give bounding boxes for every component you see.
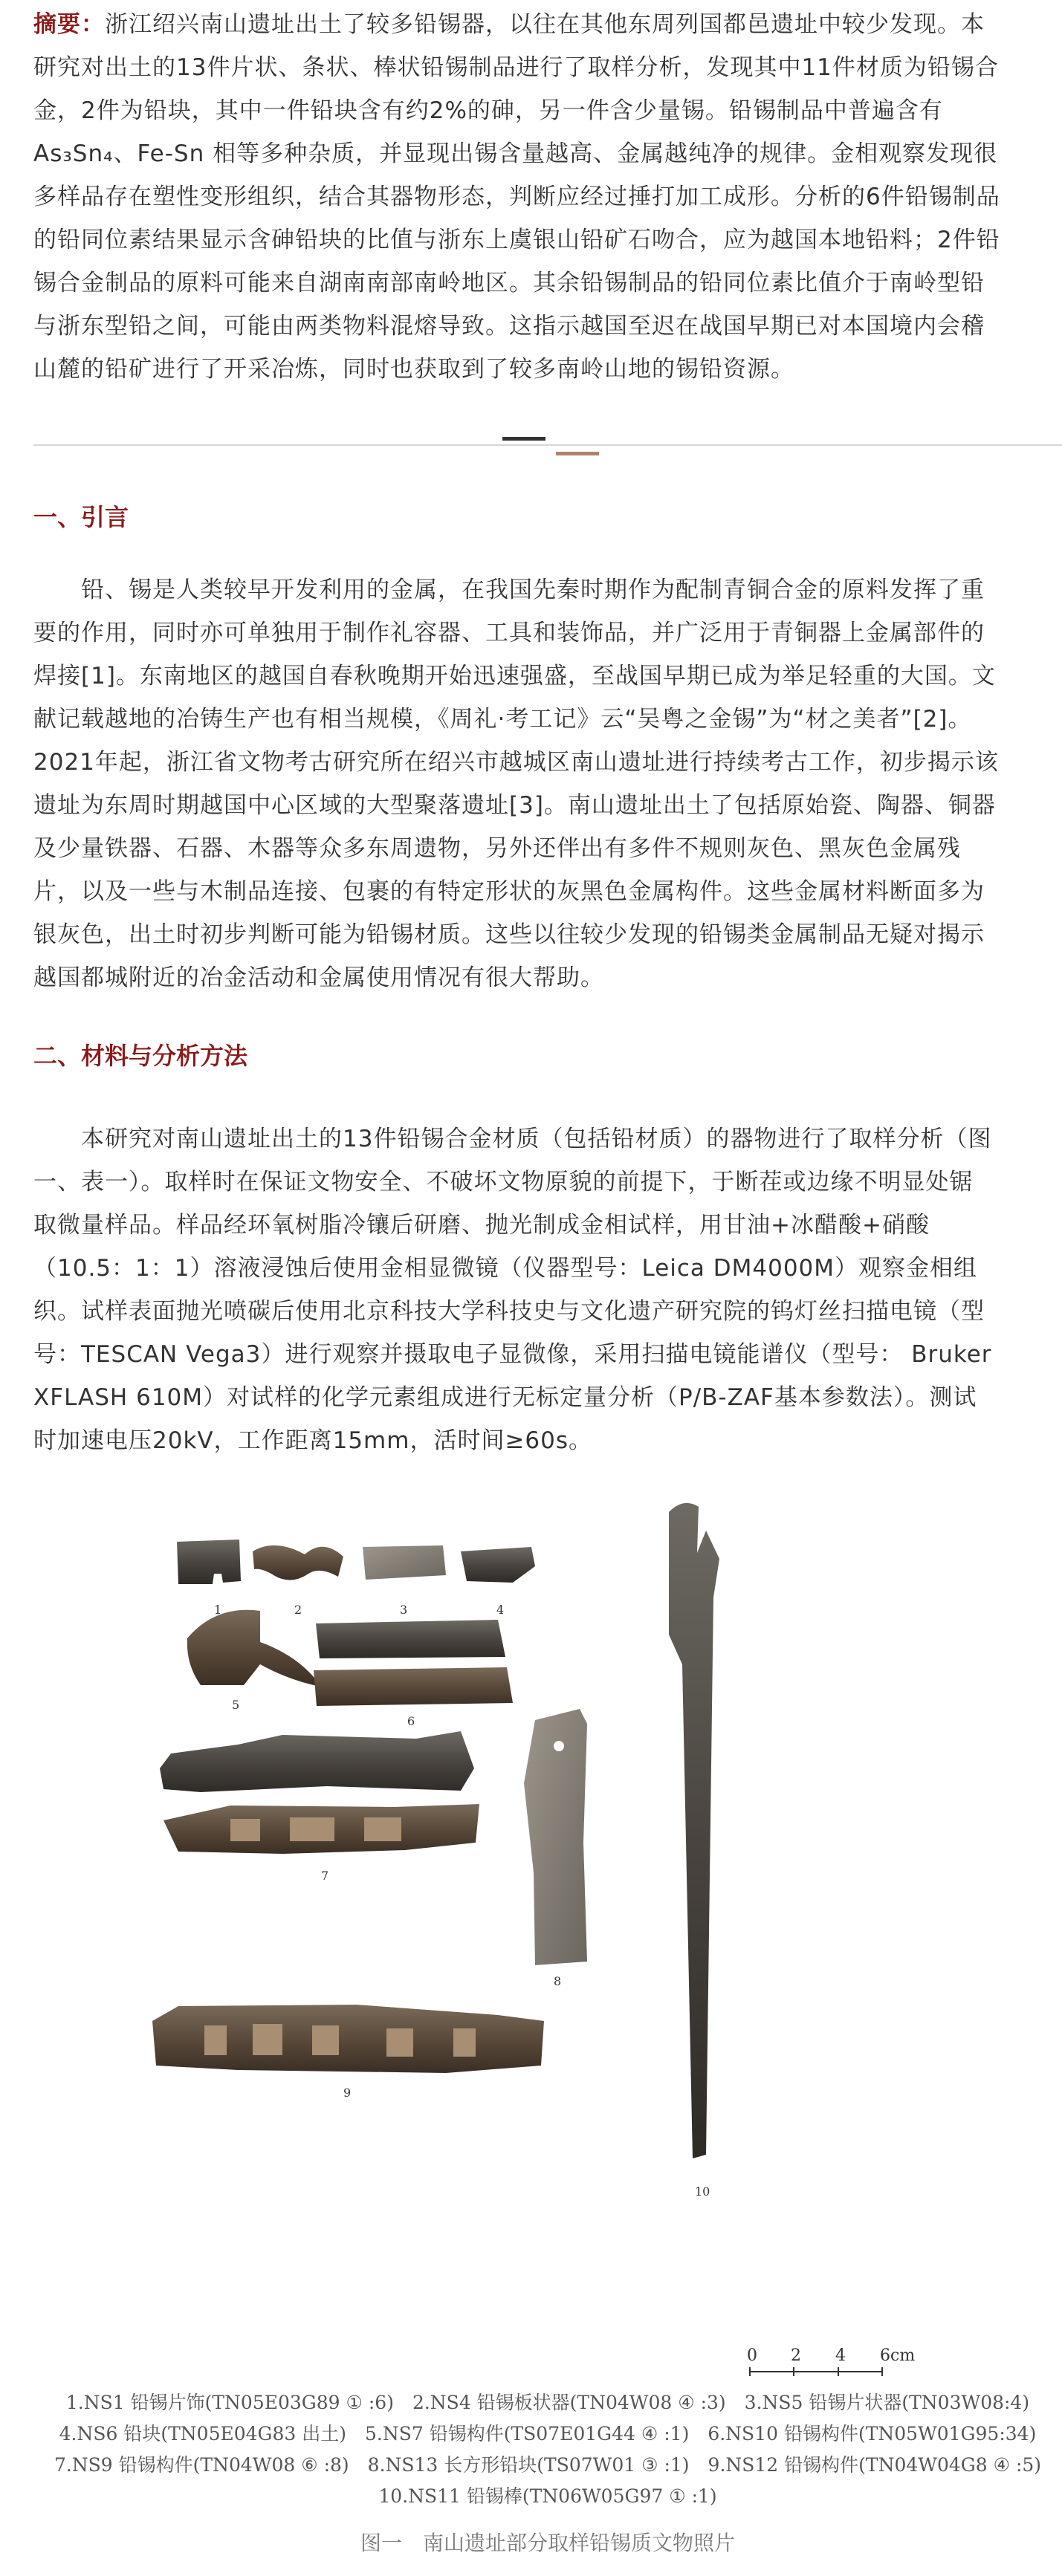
item-number-1: 1 xyxy=(214,1603,222,1617)
abstract-line: 的铅同位素结果显示含砷铅块的比值与浙东上虞银山铅矿石吻合，应为越国本地铅料；2件铅 xyxy=(33,227,1000,253)
item-number-6: 6 xyxy=(407,1714,415,1728)
body-line: 越国都城附近的冶金活动和金属使用情况有很大帮助。 xyxy=(33,964,604,991)
body-line: 本研究对南山遗址出土的13件铅锡合金材质（包括铅材质）的器物进行了取样分析（图 xyxy=(33,1126,992,1152)
artifact-photo xyxy=(149,1486,936,2363)
body-line: 片，以及一些与木制品连接、包裹的有特定形状的灰黑色金属构件。这些金属材料断面多为 xyxy=(33,878,985,905)
artifact-9-cavity xyxy=(453,2028,476,2057)
artifact-9-cavity xyxy=(386,2028,413,2057)
body-line: 取微量样品。样品经环氧树脂冷镶后研磨、抛光制成金相试样，用甘油+冰醋酸+硝酸 xyxy=(33,1212,930,1239)
item-number-10: 10 xyxy=(695,2184,710,2199)
artifact-7-cavity xyxy=(364,1817,401,1841)
artifact-7-cavity xyxy=(230,1819,260,1841)
body-line: （10.5：1：1）溶液浸蚀后使用金相显微镜（仪器型号：Leica DM4000M）观察金相组 xyxy=(33,1255,978,1282)
body-line: 号：TESCAN Vega3）进行观察并摄取电子显微像，采用扫描电镜能谱仪（型号： Bruker xyxy=(33,1341,992,1368)
artifact-6-bottom xyxy=(314,1667,513,1706)
body-line: 织。试样表面抛光喷碳后使用北京科技大学科技史与文化遗产研究院的钨灯丝扫描电镜（型 xyxy=(33,1298,985,1325)
abstract-line: 山麓的铅矿进行了开采冶炼，同时也获取到了较多南岭山地的锡铅资源。 xyxy=(33,356,794,383)
body-line: 遗址为东周时期越国中心区域的大型聚落遗址[3]。南山遗址出土了包括原始瓷、陶器、铜器 xyxy=(33,792,996,819)
body-line: 及少量铁器、石器、木器等众多东周遗物，另外还伴出有多件不规则灰色、黑灰色金属残 xyxy=(33,835,961,862)
item-number-7: 7 xyxy=(321,1869,329,1883)
artifact-7-top xyxy=(160,1731,474,1792)
scale-bar xyxy=(743,2346,966,2384)
figure-caption xyxy=(33,2387,1062,2512)
scale-label: 0 xyxy=(747,2346,757,2365)
abstract-line: As₃Sn₄、Fe-Sn 相等多种杂质，并显现出锡含量越高、金属越纯净的规律。金相观察发现很 xyxy=(33,140,998,167)
section-body-methods xyxy=(33,1117,1062,1462)
item-number-2: 2 xyxy=(294,1603,302,1617)
divider-accent-brown xyxy=(556,452,599,455)
body-line: 一、表一）。取样时在保证文物安全、不破坏文物原貌的前提下，于断茬或边缘不明显处锯 xyxy=(33,1169,974,1195)
item-number-4: 4 xyxy=(496,1603,505,1617)
figure-title: 图一 南山遗址部分取样铅锡质文物照片 xyxy=(360,2531,735,2555)
artifact-10 xyxy=(669,1503,719,2158)
abstract-line: 研究对出土的13件片状、条状、棒状铅锡制品进行了取样分析，发现其中11件材质为铅锡合 xyxy=(33,54,999,81)
divider-accent-dark xyxy=(502,437,545,441)
caption-line: 4.NS6 铅块(TN05E04G83 出土) 5.NS7 铅锡构件(TS07E01G44 ④ :1) 6.NS10 铅锡构件(TN05W01G95:34) xyxy=(59,2423,1037,2444)
scale-ruler xyxy=(749,2367,898,2378)
caption-line: 1.NS1 铅锡片饰(TN05E03G89 ① :6) 2.NS4 铅锡板状器(TN04W08 ④ :3) 3.NS5 铅锡片状器(TN03W08:4) xyxy=(65,2392,1030,2413)
artifact-8-hole xyxy=(554,1741,564,1751)
body-line: 要的作用，同时亦可单独用于制作礼容器、工具和装饰品，并广泛用于青铜器上金属部件的 xyxy=(33,620,985,646)
item-number-5: 5 xyxy=(232,1698,240,1712)
artifact-1 xyxy=(177,1540,241,1584)
body-line: 铅、锡是人类较早开发利用的金属，在我国先秦时期作为配制青铜合金的原料发挥了重 xyxy=(33,577,985,603)
abstract-line: 锡合金制品的原料可能来自湖南南部南岭地区。其余铅锡制品的铅同位素比值介于南岭型铅 xyxy=(33,270,985,296)
artifact-9-cavity xyxy=(204,2025,227,2055)
artifact-4 xyxy=(461,1547,535,1583)
section-heading-methods: 二、材料与分析方法 xyxy=(33,1042,248,1070)
artifact-7-cavity xyxy=(290,1817,334,1841)
abstract-line: 摘要：浙江绍兴南山遗址出土了较多铅锡器，以往在其他东周列国都邑遗址中较少发现。本 xyxy=(33,11,985,38)
section-body-intro xyxy=(33,568,1062,999)
body-line: 2021年起，浙江省文物考古研究所在绍兴市越城区南山遗址进行持续考古工作，初步揭示该 xyxy=(33,749,999,776)
caption-line: 7.NS9 铅锡构件(TN04W08 ⑥ :8) 8.NS13 长方形铅块(TS07W01 ③ :1) 9.NS12 铅锡构件(TN04W04G8 ④ :5) xyxy=(54,2454,1042,2476)
abstract-label: 摘要： xyxy=(33,11,105,38)
body-line: 焊接[1]。东南地区的越国自春秋晚期开始迅速强盛，至战国早期已成为举足轻重的大国。文 xyxy=(33,663,996,690)
abstract-line: 金，2件为铅块，其中一件铅块含有约2%的砷，另一件含少量锡。铅锡制品中普遍含有 xyxy=(33,97,943,124)
body-line: 时加速电压20kV，工作距离15mm，活时间≥60s。 xyxy=(33,1427,593,1454)
artifact-5 xyxy=(187,1610,321,1687)
abstract xyxy=(33,3,1062,391)
artifact-2 xyxy=(253,1545,343,1580)
section-divider xyxy=(33,444,1062,446)
artifact-3 xyxy=(363,1545,446,1580)
artifact-9-cavity xyxy=(312,2025,339,2055)
body-line: 献记载越地的冶铸生产也有相当规模，《周礼·考工记》云“吴粤之金锡”为“材之美者”[2]。 xyxy=(33,706,972,733)
item-number-8: 8 xyxy=(554,1974,562,1988)
caption-line: 10.NS11 铅锡棒(TN06W05G97 ① :1) xyxy=(378,2485,717,2507)
item-number-9: 9 xyxy=(343,2086,352,2100)
scale-label: 2 xyxy=(791,2346,801,2365)
section-heading-intro: 一、引言 xyxy=(33,503,129,531)
scale-label: 6cm xyxy=(880,2346,916,2365)
body-line: XFLASH 610M）对试样的化学元素组成进行无标定量分析（P/B-ZAF基本参数法）。测试 xyxy=(33,1384,977,1411)
body-line: 银灰色，出土时初步判断可能为铅锡材质。这些以往较少发现的铅锡类金属制品无疑对揭示 xyxy=(33,921,985,948)
artifact-9-cavity xyxy=(253,2024,282,2055)
item-number-3: 3 xyxy=(400,1603,408,1617)
abstract-line: 多样品存在塑性变形组织，结合其器物形态，判断应经过捶打加工成形。分析的6件铅锡制品 xyxy=(33,184,1000,210)
abstract-line: 与浙东型铅之间，可能由两类物料混熔导致。这指示越国至迟在战国早期已对本国境内会稽 xyxy=(33,313,985,340)
scale-label: 4 xyxy=(835,2346,846,2365)
artifact-6-top xyxy=(316,1620,505,1658)
